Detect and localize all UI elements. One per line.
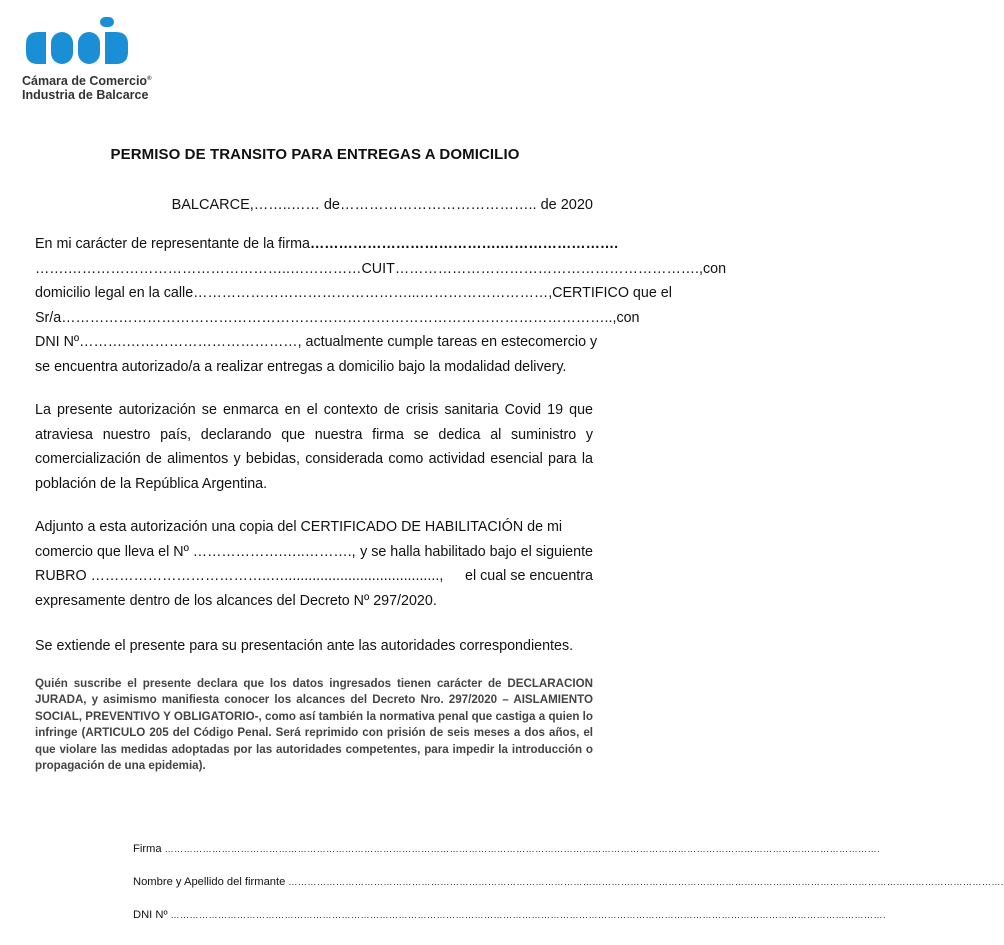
signature-field <box>133 843 881 855</box>
date-line: BALCARCE,……..…… de………………………………….. de 2020 <box>171 197 593 213</box>
p3-line1: Adjunto a esta autorización una copia del CERTIFICADO DE HABILITACIÓN de mi <box>35 519 563 535</box>
org-line2: Industria de Balcarce <box>22 88 149 103</box>
p1-line4: Sr/a …………………………………………………………………………………………………….., con <box>35 309 640 326</box>
representative-paragraph <box>35 232 727 380</box>
dni-label: DNI Nº <box>133 909 168 921</box>
p1-line3: domicilio legal en la calle ………………………………………...………………………, CERTIFICO que el <box>35 285 672 302</box>
certificate-paragraph <box>35 515 593 613</box>
chamber-logo <box>22 14 182 102</box>
dni-field <box>133 909 887 921</box>
document-title: PERMISO DE TRANSITO PARA ENTREGAS A DOMICILIO <box>110 146 520 163</box>
p1-line2: …….………………………………………..…………… CUIT ………………………………………………………., con <box>35 260 727 277</box>
p1-line5: DNI Nº ……….………………………………, actualmente cumple tareas en este comercio y <box>35 334 598 351</box>
name-line: ………………………………………………………………………………………………………………………………………………………………………………………………………. <box>288 877 1004 887</box>
name-field <box>133 876 1004 888</box>
p1-line1: En mi carácter de representante de la firma ………………………………….……………………. <box>35 236 619 252</box>
signature-label: Firma <box>133 843 162 855</box>
chamber-logo-mark <box>22 14 140 70</box>
signature-line: ………………………………………………………………………………………………………………………………………………………………………………………………………. <box>164 844 881 854</box>
presentation-paragraph: Se extiende el presente para su presentación ante las autoridades correspondientes. <box>35 638 574 654</box>
name-label: Nombre y Apellido del firmante <box>133 876 286 888</box>
authorization-paragraph: La presente autorización se enmarca en el contexto de crisis sanitaria Covid 19 que atraviesa nuestro país, declarando que nuestra firma se dedica al suministro y comercialización de alimentos y bebidas, considerada como actividad esencial para la población de la República Argentina. <box>35 402 593 492</box>
p1-line6: se encuentra autorizado/a a realizar entregas a domicilio bajo la modalidad delivery. <box>35 358 567 375</box>
dni-line: ………………………………………………………………………………………………………………………………………………………………………………………………………. <box>170 910 887 920</box>
registered-mark: ® <box>147 76 152 82</box>
p3-line4: expresamente dentro de los alcances del Decreto Nº 297/2020. <box>35 592 437 609</box>
p3-line3: RUBRO ………………………………..…......................................., el cual se encuentra <box>35 568 593 585</box>
p3-line2: comercio que lleva el Nº ……………….…..………., y se halla habilitado bajo el siguiente <box>35 543 593 560</box>
sworn-declaration: Quién suscribe el presente declara que los datos ingresados tienen carácter de DECLARACION JURADA, y asimismo manifiesta conocer los alcances del Decreto Nro. 297/2020 – AISLAMIENTO SOCIAL, PREVENTIVO Y OBLIGATORIO-, como así también la normativa penal que castiga a quien lo infringe (ARTICULO 205 del Código Penal. Será reprimido con prisión de seis meses a dos años, el que violare las medidas adoptadas por las autoridades competentes, para impedir la introducción o propagación de una epidemia). <box>35 677 593 773</box>
org-line1: Cámara de Comercio <box>22 74 148 89</box>
